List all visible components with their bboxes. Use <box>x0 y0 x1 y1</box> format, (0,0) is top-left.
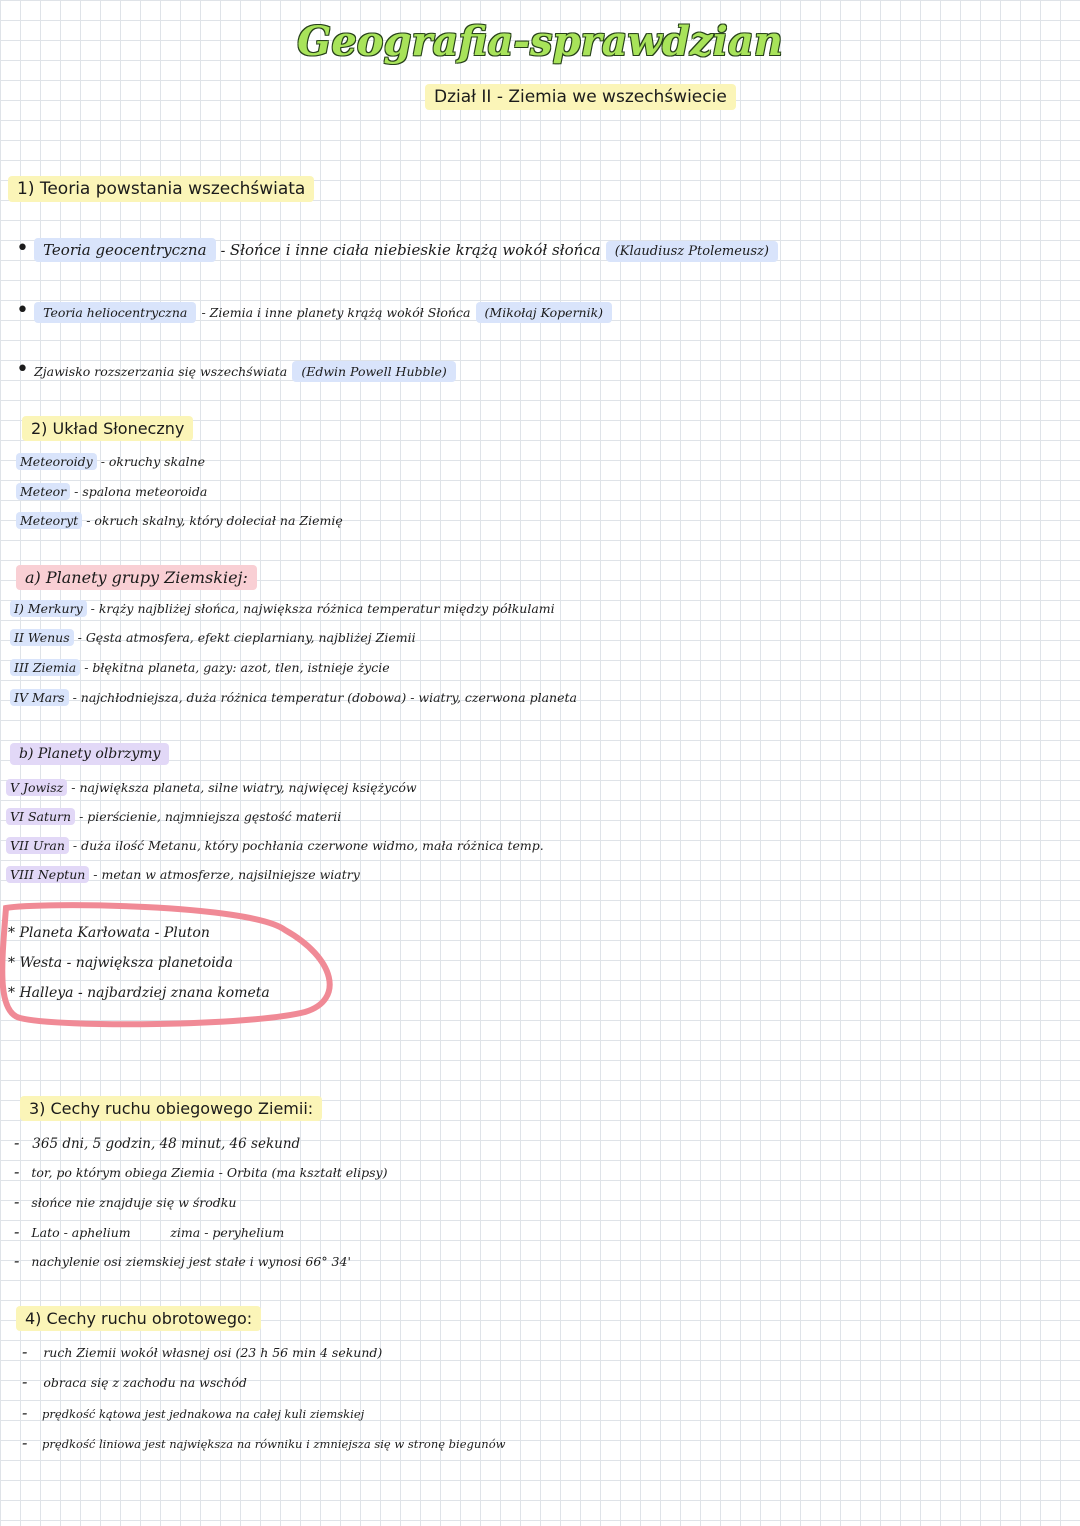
planet-name: Jowisz <box>23 780 64 795</box>
planet-num: IV <box>14 690 28 705</box>
s1-item-3 <box>16 359 456 381</box>
s4-item: - prędkość liniowa jest największa na równiku i zmniejsza się w stronę biegunów <box>22 1433 506 1452</box>
planet-name: Wenus <box>27 630 70 645</box>
s1-item-text: Ziemia i inne planety krążą wokół Słońca <box>209 305 471 320</box>
extra-term: Westa <box>19 955 63 971</box>
extra-term: Halleya <box>19 985 74 1001</box>
planet-text: Gęsta atmosfera, efekt cieplarniany, najbliżej Ziemii <box>85 630 416 645</box>
s4-item: - prędkość kątowa jest jednakowa na całej kuli ziemskiej <box>22 1403 365 1422</box>
s1-item-2: • Teoria heliocentryczna - Ziemia i inne planety krążą wokół Słońca (Mikołaj Kopernik) <box>16 300 612 322</box>
planet-row: III Ziemia - błękitna planeta, gazy: azot, tlen, istnieje życie <box>10 660 390 675</box>
extra-text: największa planetoida <box>75 955 234 971</box>
s2b-heading-row <box>10 746 169 762</box>
def-text: spalona meteoroida <box>82 484 208 499</box>
s1-item-author: (Edwin Powell Hubble) <box>292 361 455 382</box>
planet-name: Mars <box>31 690 65 705</box>
bullet: • <box>16 357 29 382</box>
section-3-heading: 3) Cechy ruchu obiegowego Ziemii: <box>20 1096 322 1121</box>
s3-item: - słońce nie znajduje się w środku <box>14 1192 237 1211</box>
s2b-heading: b) Planety olbrzymy <box>10 743 169 765</box>
planet-num: VIII <box>10 867 34 882</box>
planet-num: III <box>14 660 29 675</box>
planet-num: I <box>14 601 19 616</box>
page-subtitle: Dział II - Ziemia we wszechświecie <box>425 84 736 110</box>
def-term: Meteoroidy <box>16 453 97 470</box>
extra-text: Pluton <box>163 925 210 941</box>
s4-item: - ruch Ziemii wokół własnej osi (23 h 56 min 4 sekund) <box>22 1342 383 1361</box>
planet-name: Saturn <box>27 809 72 824</box>
s3-item: - tor, po którym obiega Ziemia - Orbita (ma kształt elipsy) <box>14 1162 388 1181</box>
planet-num: VII <box>10 838 29 853</box>
extra-row: * Halleya - najbardziej znana kometa <box>8 985 270 1001</box>
s2a-heading-row <box>16 568 257 587</box>
planet-row: VI Saturn - pierścienie, najmniejsza gęstość materii <box>6 809 341 824</box>
planet-row: V Jowisz - największa planeta, silne wiatry, najwięcej księżyców <box>6 780 417 795</box>
s2-def-1: Meteoroidy - okruchy skalne <box>16 454 205 469</box>
s1-item-term: Teoria heliocentryczna <box>34 302 196 323</box>
planet-num: VI <box>10 809 24 824</box>
planet-text: duża ilość Metanu, który pochłania czerwone widmo, mała różnica temp. <box>81 838 544 853</box>
star-icon: * <box>8 925 15 941</box>
planet-row: IV Mars - najchłodniejsza, duża różnica temperatur (dobowa) - wiatry, czerwona planeta <box>10 690 577 705</box>
s3-item: - Lato - aphelium zima - peryhelium <box>14 1222 285 1241</box>
s4-item: - obraca się z zachodu na wschód <box>22 1372 247 1391</box>
s3-item: - 365 dni, 5 godzin, 48 minut, 46 sekund <box>14 1133 301 1152</box>
section-4-heading: 4) Cechy ruchu obrotowego: <box>16 1306 261 1331</box>
def-text: okruch skalny, który doleciał na Ziemię <box>94 513 343 528</box>
planet-name: Ziemia <box>32 660 77 675</box>
s1-item-1: • Teoria geocentryczna - Słońce i inne ciała niebieskie krążą wokół słońca (Klaudiusz Ptolemeusz) <box>16 238 778 260</box>
planet-num: II <box>14 630 24 645</box>
def-text: okruchy skalne <box>108 454 206 469</box>
planet-text: krąży najbliżej słońca, największa różnica temperatur między półkulami <box>98 601 555 616</box>
s1-item-author: (Mikołaj Kopernik) <box>476 302 613 323</box>
planet-row: II Wenus - Gęsta atmosfera, efekt cieplarniany, najbliżej Ziemii <box>10 630 416 645</box>
extra-term: Planeta Karłowata <box>19 925 151 941</box>
extra-row: * Planeta Karłowata - Pluton <box>8 925 210 941</box>
planet-name: Neptun <box>37 867 86 882</box>
s1-item-term: Teoria geocentryczna <box>34 238 215 262</box>
star-icon: * <box>8 955 15 971</box>
planet-row: VIII Neptun - metan w atmosferze, najsilniejsze wiatry <box>6 867 360 882</box>
planet-name: Uran <box>32 838 65 853</box>
page-title: Geografia-sprawdzian <box>297 18 783 65</box>
bullet: • <box>16 236 29 261</box>
s2-def-2: Meteor - spalona meteoroida <box>16 484 207 499</box>
s1-item-text: Słońce i inne ciała niebieskie krążą wokół słońca <box>229 241 601 259</box>
bullet: • <box>16 298 29 323</box>
planet-text: metan w atmosferze, najsilniejsze wiatry <box>101 867 360 882</box>
planet-row: VII Uran - duża ilość Metanu, który pochłania czerwone widmo, mała różnica temp. <box>6 838 544 853</box>
s1-item-text: Zjawisko rozszerzania się wszechświata <box>34 364 288 379</box>
def-term: Meteoryt <box>16 512 82 529</box>
planet-text: najchłodniejsza, duża różnica temperatur (dobowa) - wiatry, czerwona planeta <box>80 690 577 705</box>
extra-row: * Westa - największa planetoida <box>8 955 234 971</box>
s2a-heading: a) Planety grupy Ziemskiej: <box>16 565 257 590</box>
extra-text: najbardziej znana kometa <box>87 985 270 1001</box>
star-icon: * <box>8 985 15 1001</box>
planet-text: największa planeta, silne wiatry, najwięcej księżyców <box>79 780 417 795</box>
planet-text: pierścienie, najmniejsza gęstość materii <box>87 809 342 824</box>
s3-item: - nachylenie osi ziemskiej jest stałe i wynosi 66° 34' <box>14 1251 351 1270</box>
planet-row: I) Merkury - krąży najbliżej słońca, największa różnica temperatur między półkulami <box>10 601 555 616</box>
s1-item-author: (Klaudiusz Ptolemeusz) <box>606 241 778 262</box>
section-2-heading: 2) Układ Słoneczny <box>22 416 193 441</box>
def-term: Meteor <box>16 483 70 500</box>
planet-num: V <box>10 780 20 795</box>
planet-name: Merkury <box>27 601 83 616</box>
planet-text: błękitna planeta, gazy: azot, tlen, istnieje życie <box>92 660 390 675</box>
section-1-heading: 1) Teoria powstania wszechświata <box>8 176 314 202</box>
s2-def-3: Meteoryt - okruch skalny, który doleciał na Ziemię <box>16 513 343 528</box>
